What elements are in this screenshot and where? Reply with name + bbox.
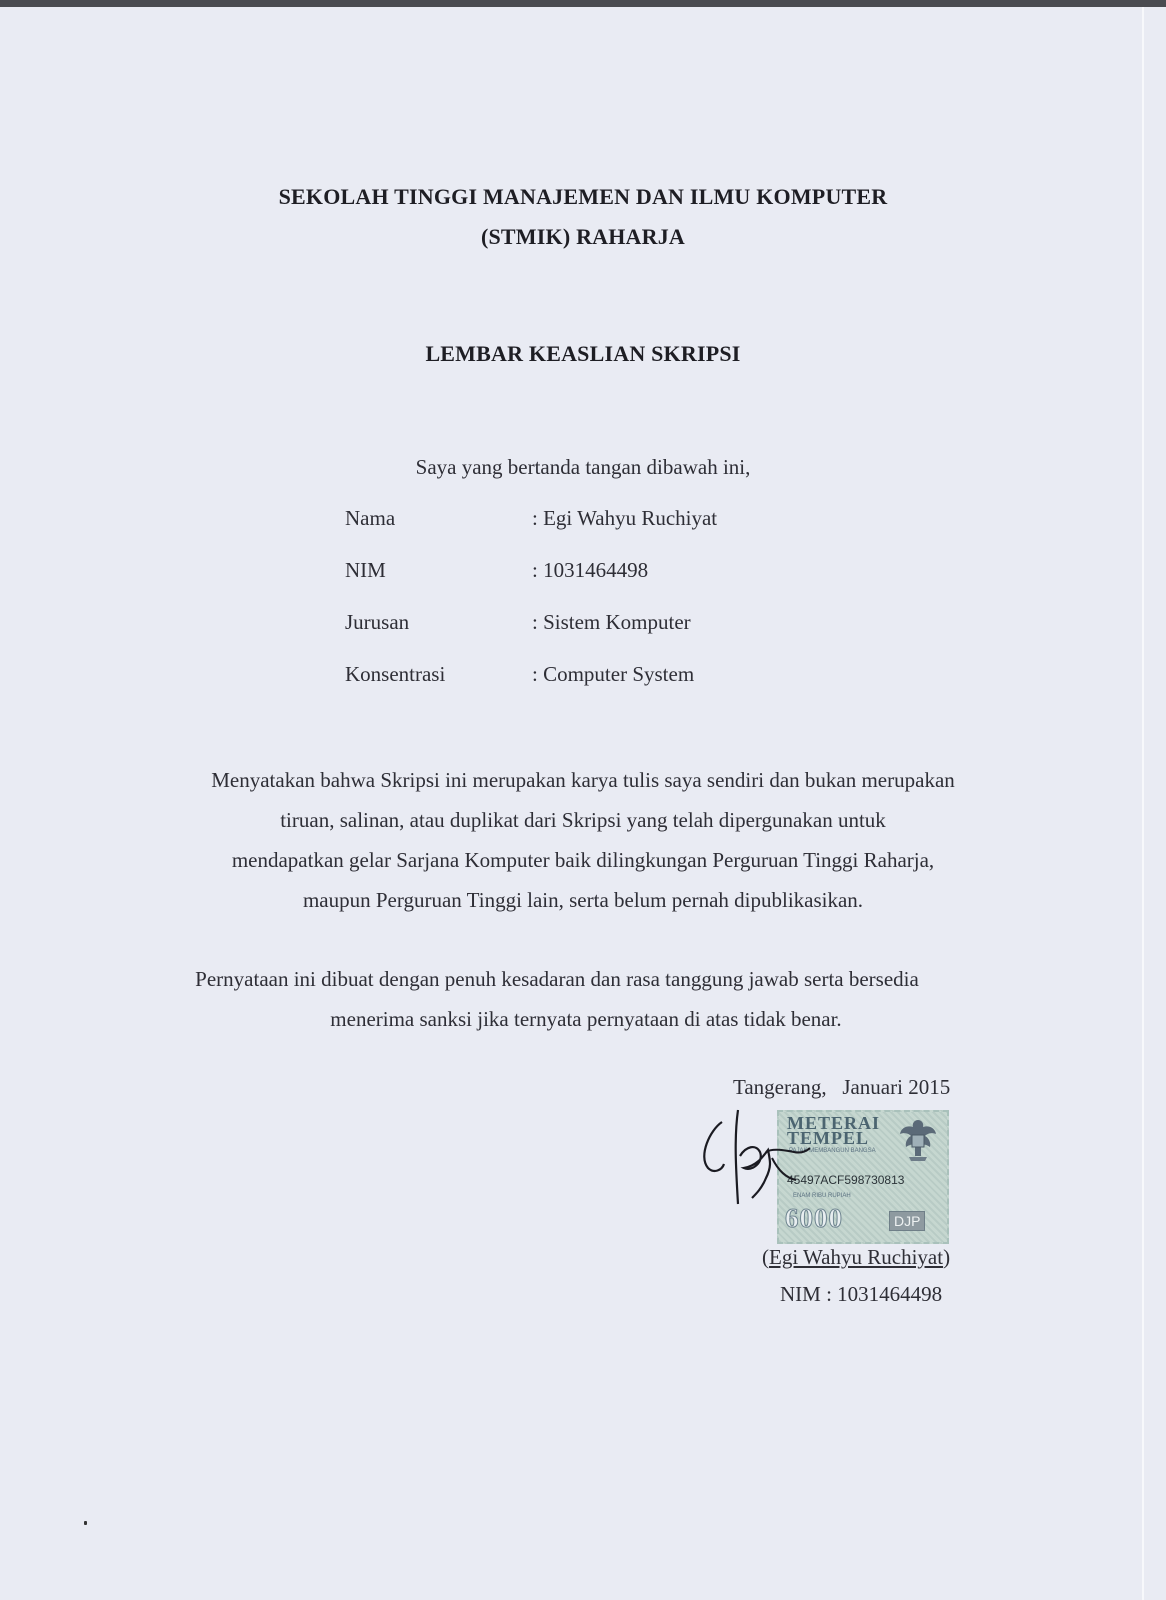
signatory-name-text: Egi Wahyu Ruchiyat: [769, 1245, 944, 1269]
stamp-amount: 6000: [785, 1203, 843, 1233]
stamp-issuer: DJP: [889, 1211, 925, 1231]
field-label-nama: Nama: [345, 506, 396, 530]
scan-speck: [84, 1521, 87, 1525]
statement-line: maupun Perguruan Tinggi lain, serta belum pernah dipublikasikan.: [302, 888, 864, 912]
declaration-line: menerima sanksi jika ternyata pernyataan di atas tidak benar.: [330, 1007, 842, 1031]
stamp-amount-words: ENAM RIBU RUPIAH: [793, 1193, 851, 1199]
stamp-title-line1: METERAI: [787, 1113, 881, 1133]
statement-line: tiruan, salinan, atau duplikat dari Skripsi yang telah dipergunakan untuk: [280, 808, 886, 832]
garuda-emblem-icon: [897, 1116, 939, 1162]
field-label-nim: NIM: [345, 558, 386, 582]
place-date: Tangerang, Januari 2015: [733, 1075, 951, 1099]
institution-name: SEKOLAH TINGGI MANAJEMEN DAN ILMU KOMPUTER: [278, 184, 888, 209]
institution-abbreviation: (STMIK) RAHARJA: [480, 224, 686, 249]
field-value-jurusan: : Sistem Komputer: [532, 610, 691, 634]
stamp-subtitle: PAJAK MEMBANGUN BANGSA: [789, 1148, 876, 1154]
signatory-name: [762, 1245, 950, 1270]
signatory-name-close: ): [943, 1245, 951, 1269]
statement-line: mendapatkan gelar Sarjana Komputer baik dilingkungan Perguruan Tinggi Raharja,: [231, 848, 935, 872]
field-value-nim: : 1031464498: [532, 558, 649, 582]
field-value-nama: : Egi Wahyu Ruchiyat: [532, 506, 718, 530]
field-label-jurusan: Jurusan: [345, 610, 410, 634]
document-title: LEMBAR KEASLIAN SKRIPSI: [425, 341, 741, 366]
field-value-konsentrasi: : Computer System: [532, 662, 695, 686]
handwritten-signature: [700, 1108, 810, 1218]
field-label-konsentrasi: Konsentrasi: [345, 662, 446, 686]
signatory-name-open: (: [762, 1245, 769, 1269]
declaration-line: Pernyataan ini dibuat dengan penuh kesadaran dan rasa tanggung jawab serta bersedia: [195, 967, 919, 991]
stamp-title-line2: TEMPEL: [787, 1128, 870, 1148]
statement-line: Menyatakan bahwa Skripsi ini merupakan karya tulis saya sendiri dan bukan merupakan: [211, 768, 955, 792]
intro-text: Saya yang bertanda tangan dibawah ini,: [415, 455, 751, 479]
stamp-serial-number: 45497ACF598730813: [787, 1173, 905, 1187]
signatory-nim: NIM : 1031464498: [780, 1282, 943, 1306]
